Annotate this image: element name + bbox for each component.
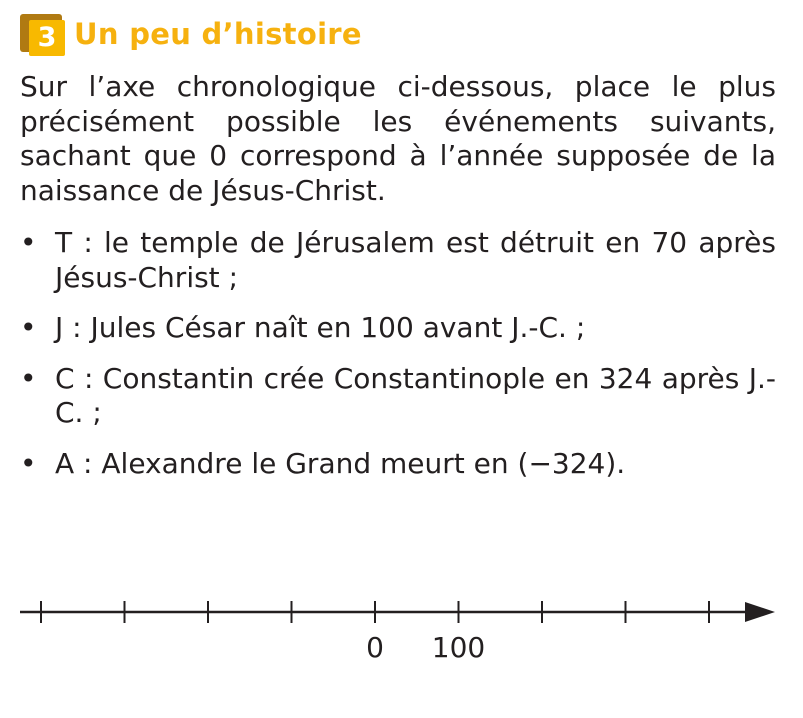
axis-tick-label: 100 [431,631,486,664]
axis-tick-label: 0 [366,631,384,664]
intro-paragraph: Sur l’axe chronologique ci-dessous, place le plus précisément possible les événements suivants, sachant que 0 correspond à l’année supposée de la naissance de Jésus-Christ. [20,70,776,207]
event-text-j: J : Jules César naît en 100 avant J.-C. ; [55,311,586,344]
event-item-a [20,447,776,482]
event-item-c [20,362,776,431]
exercise-title: Un peu d’histoire [74,17,362,51]
bullet-dot: • [20,446,37,480]
event-text-a: A : Alexandre le Grand meurt en (−324). [55,446,626,480]
bullet-dot: • [20,311,37,344]
event-item-j [20,311,776,346]
bullet-dot: • [20,226,37,259]
event-text-t: T : le temple de Jérusalem est détruit en 70 après Jésus-Christ ; [55,226,776,294]
event-text-c: C : Constantin crée Constantinople en 324 après J.-C. ; [55,361,776,429]
timeline-axis [0,580,803,690]
bullet-dot: • [20,361,37,395]
event-list [20,226,776,497]
exercise-number: 3 [29,20,65,56]
exercise-number-badge [20,14,64,54]
axis-arrowhead [745,602,775,622]
exercise-header [20,14,362,54]
event-item-t [20,226,776,295]
